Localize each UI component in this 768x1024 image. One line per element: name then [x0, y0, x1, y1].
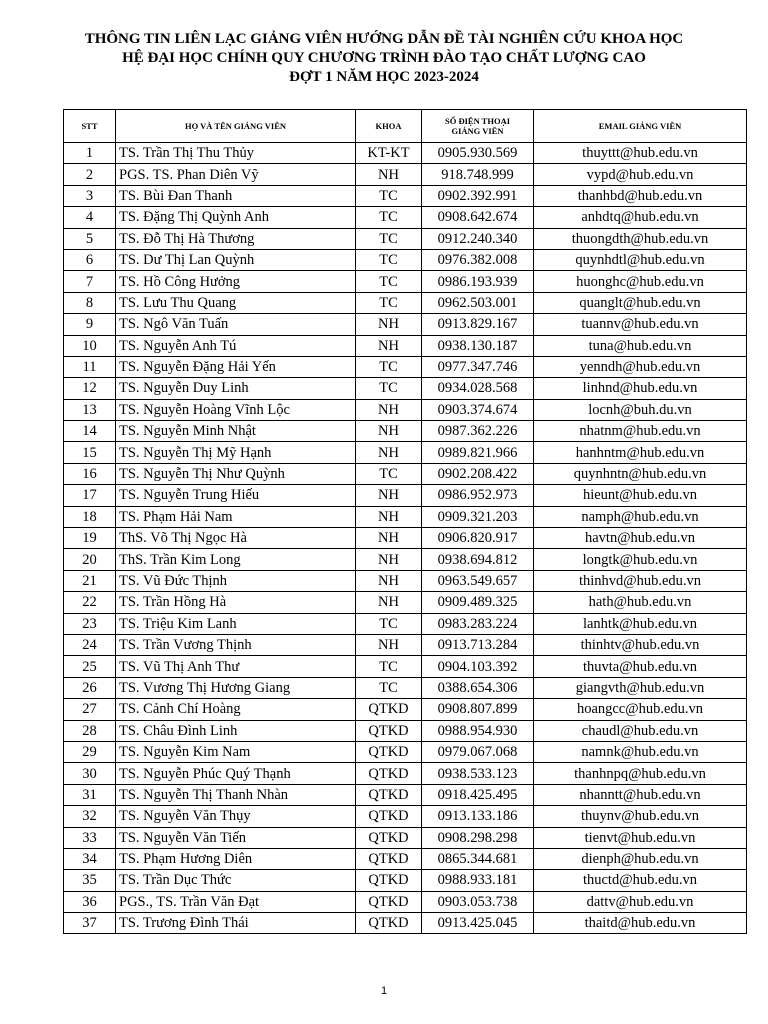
cell-lecturer-name: TS. Trương Đình Thái — [116, 913, 356, 934]
cell-faculty: QTKD — [356, 848, 422, 869]
cell-lecturer-name: TS. Vũ Thị Anh Thư — [116, 656, 356, 677]
cell-stt: 19 — [64, 528, 116, 549]
cell-lecturer-name: TS. Đỗ Thị Hà Thương — [116, 228, 356, 249]
col-header-email: EMAIL GIẢNG VIÊN — [534, 110, 747, 143]
cell-lecturer-name: TS. Dư Thị Lan Quỳnh — [116, 249, 356, 270]
cell-faculty: QTKD — [356, 699, 422, 720]
cell-phone: 0913.829.167 — [422, 314, 534, 335]
cell-phone: 0962.503.001 — [422, 292, 534, 313]
cell-stt: 37 — [64, 913, 116, 934]
cell-faculty: TC — [356, 656, 422, 677]
cell-lecturer-name: TS. Lưu Thu Quang — [116, 292, 356, 313]
col-header-stt: STT — [64, 110, 116, 143]
cell-phone: 0902.208.422 — [422, 463, 534, 484]
cell-email: nhanntt@hub.edu.vn — [534, 784, 747, 805]
cell-phone: 0988.933.181 — [422, 870, 534, 891]
cell-phone: 0976.382.008 — [422, 249, 534, 270]
cell-email: thuongdth@hub.edu.vn — [534, 228, 747, 249]
cell-lecturer-name: TS. Ngô Văn Tuấn — [116, 314, 356, 335]
cell-faculty: KT-KT — [356, 143, 422, 164]
cell-faculty: QTKD — [356, 763, 422, 784]
cell-faculty: TC — [356, 249, 422, 270]
page-number: 1 — [380, 985, 388, 997]
cell-email: namnk@hub.edu.vn — [534, 741, 747, 762]
cell-stt: 9 — [64, 314, 116, 335]
table-row — [64, 399, 747, 420]
cell-stt: 25 — [64, 656, 116, 677]
cell-email: tuna@hub.edu.vn — [534, 335, 747, 356]
title-line-2: HỆ ĐẠI HỌC CHÍNH QUY CHƯƠNG TRÌNH ĐÀO TẠO CHẤT LƯỢNG CAO — [122, 50, 646, 66]
cell-stt: 31 — [64, 784, 116, 805]
cell-email: hath@hub.edu.vn — [534, 592, 747, 613]
cell-faculty: NH — [356, 634, 422, 655]
cell-faculty: TC — [356, 185, 422, 206]
cell-lecturer-name: TS. Trần Vương Thịnh — [116, 634, 356, 655]
cell-stt: 20 — [64, 549, 116, 570]
cell-phone: 0908.298.298 — [422, 827, 534, 848]
table-row — [64, 891, 747, 912]
table-row — [64, 506, 747, 527]
cell-faculty: NH — [356, 335, 422, 356]
cell-phone: 0905.930.569 — [422, 143, 534, 164]
cell-phone: 0865.344.681 — [422, 848, 534, 869]
cell-faculty: NH — [356, 442, 422, 463]
cell-phone: 918.748.999 — [422, 164, 534, 185]
cell-phone: 0963.549.657 — [422, 570, 534, 591]
table-row — [64, 570, 747, 591]
cell-email: thuynv@hub.edu.vn — [534, 806, 747, 827]
cell-email: hanhntm@hub.edu.vn — [534, 442, 747, 463]
cell-email: vypd@hub.edu.vn — [534, 164, 747, 185]
cell-stt: 33 — [64, 827, 116, 848]
table-row — [64, 356, 747, 377]
cell-faculty: NH — [356, 592, 422, 613]
cell-email: nhatnm@hub.edu.vn — [534, 421, 747, 442]
cell-stt: 12 — [64, 378, 116, 399]
table-row — [64, 485, 747, 506]
cell-email: quynhntn@hub.edu.vn — [534, 463, 747, 484]
cell-lecturer-name: TS. Bùi Đan Thanh — [116, 185, 356, 206]
table-row — [64, 870, 747, 891]
cell-phone: 0918.425.495 — [422, 784, 534, 805]
cell-email: thuctd@hub.edu.vn — [534, 870, 747, 891]
cell-lecturer-name: TS. Nguyễn Văn Thụy — [116, 806, 356, 827]
lecturer-contact-table — [63, 109, 747, 934]
cell-faculty: TC — [356, 207, 422, 228]
cell-email: thaitd@hub.edu.vn — [534, 913, 747, 934]
cell-phone: 0977.347.746 — [422, 356, 534, 377]
cell-lecturer-name: TS. Nguyễn Văn Tiến — [116, 827, 356, 848]
cell-faculty: TC — [356, 463, 422, 484]
table-row — [64, 549, 747, 570]
cell-lecturer-name: TS. Nguyễn Phúc Quý Thạnh — [116, 763, 356, 784]
cell-lecturer-name: TS. Nguyễn Trung Hiếu — [116, 485, 356, 506]
cell-phone: 0987.362.226 — [422, 421, 534, 442]
table-row — [64, 699, 747, 720]
cell-faculty: NH — [356, 164, 422, 185]
cell-phone: 0938.130.187 — [422, 335, 534, 356]
cell-lecturer-name: PGS. TS. Phan Diên Vỹ — [116, 164, 356, 185]
cell-email: giangvth@hub.edu.vn — [534, 677, 747, 698]
table-row — [64, 656, 747, 677]
cell-phone: 0979.067.068 — [422, 741, 534, 762]
cell-phone: 0913.713.284 — [422, 634, 534, 655]
title-line-1: THÔNG TIN LIÊN LẠC GIẢNG VIÊN HƯỚNG DẪN ĐỀ TÀI NGHIÊN CỨU KHOA HỌC — [84, 31, 684, 47]
table-row — [64, 463, 747, 484]
cell-faculty: QTKD — [356, 870, 422, 891]
cell-faculty: QTKD — [356, 784, 422, 805]
table-row — [64, 207, 747, 228]
cell-email: chaudl@hub.edu.vn — [534, 720, 747, 741]
cell-faculty: TC — [356, 271, 422, 292]
cell-faculty: NH — [356, 421, 422, 442]
cell-lecturer-name: TS. Hồ Công Hưởng — [116, 271, 356, 292]
cell-stt: 27 — [64, 699, 116, 720]
cell-phone: 0989.821.966 — [422, 442, 534, 463]
cell-email: hoangcc@hub.edu.vn — [534, 699, 747, 720]
table-row — [64, 335, 747, 356]
cell-stt: 4 — [64, 207, 116, 228]
cell-faculty: QTKD — [356, 913, 422, 934]
cell-faculty: TC — [356, 677, 422, 698]
cell-email: thanhnpq@hub.edu.vn — [534, 763, 747, 784]
cell-lecturer-name: TS. Trần Hồng Hà — [116, 592, 356, 613]
table-row — [64, 806, 747, 827]
cell-lecturer-name: TS. Nguyễn Thị Mỹ Hạnh — [116, 442, 356, 463]
cell-faculty: QTKD — [356, 891, 422, 912]
cell-stt: 3 — [64, 185, 116, 206]
cell-faculty: TC — [356, 378, 422, 399]
cell-lecturer-name: TS. Châu Đình Linh — [116, 720, 356, 741]
cell-faculty: NH — [356, 506, 422, 527]
cell-lecturer-name: TS. Triệu Kim Lanh — [116, 613, 356, 634]
cell-lecturer-name: TS. Nguyễn Thị Thanh Nhàn — [116, 784, 356, 805]
cell-lecturer-name: TS. Nguyễn Thị Như Quỳnh — [116, 463, 356, 484]
col-header-phone — [422, 110, 534, 143]
cell-lecturer-name: TS. Vũ Đức Thịnh — [116, 570, 356, 591]
cell-phone: 0938.533.123 — [422, 763, 534, 784]
table-row — [64, 164, 747, 185]
cell-stt: 8 — [64, 292, 116, 313]
cell-lecturer-name: TS. Đặng Thị Quỳnh Anh — [116, 207, 356, 228]
cell-phone: 0934.028.568 — [422, 378, 534, 399]
table-row — [64, 848, 747, 869]
cell-email: linhnd@hub.edu.vn — [534, 378, 747, 399]
col-header-faculty: KHOA — [356, 110, 422, 143]
col-header-phone-line1: SỐ ĐIỆN THOẠI — [444, 116, 511, 126]
table-row — [64, 314, 747, 335]
cell-stt: 18 — [64, 506, 116, 527]
cell-faculty: QTKD — [356, 741, 422, 762]
cell-phone: 0903.053.738 — [422, 891, 534, 912]
cell-lecturer-name: TS. Trần Dục Thức — [116, 870, 356, 891]
cell-email: havtn@hub.edu.vn — [534, 528, 747, 549]
col-header-phone-line2: GIẢNG VIÊN — [451, 126, 504, 136]
cell-email: thuvta@hub.edu.vn — [534, 656, 747, 677]
cell-phone: 0988.954.930 — [422, 720, 534, 741]
cell-stt: 36 — [64, 891, 116, 912]
cell-stt: 26 — [64, 677, 116, 698]
cell-email: dattv@hub.edu.vn — [534, 891, 747, 912]
cell-phone: 0908.642.674 — [422, 207, 534, 228]
cell-faculty: NH — [356, 485, 422, 506]
cell-phone: 0909.489.325 — [422, 592, 534, 613]
cell-email: thinhtv@hub.edu.vn — [534, 634, 747, 655]
cell-phone: 0983.283.224 — [422, 613, 534, 634]
cell-email: huonghc@hub.edu.vn — [534, 271, 747, 292]
table-row — [64, 720, 747, 741]
table-row — [64, 613, 747, 634]
cell-stt: 13 — [64, 399, 116, 420]
cell-faculty: QTKD — [356, 827, 422, 848]
table-row — [64, 421, 747, 442]
cell-stt: 21 — [64, 570, 116, 591]
cell-phone: 0903.374.674 — [422, 399, 534, 420]
cell-email: thanhbd@hub.edu.vn — [534, 185, 747, 206]
table-row — [64, 913, 747, 934]
cell-email: dienph@hub.edu.vn — [534, 848, 747, 869]
cell-lecturer-name: TS. Trần Thị Thu Thủy — [116, 143, 356, 164]
cell-phone: 0913.133.186 — [422, 806, 534, 827]
cell-email: quynhdtl@hub.edu.vn — [534, 249, 747, 270]
cell-phone: 0913.425.045 — [422, 913, 534, 934]
cell-lecturer-name: TS. Nguyễn Kim Nam — [116, 741, 356, 762]
cell-faculty: NH — [356, 570, 422, 591]
cell-stt: 6 — [64, 249, 116, 270]
cell-phone: 0912.240.340 — [422, 228, 534, 249]
cell-email: tuannv@hub.edu.vn — [534, 314, 747, 335]
cell-lecturer-name: TS. Phạm Hải Nam — [116, 506, 356, 527]
cell-faculty: NH — [356, 314, 422, 335]
table-row — [64, 741, 747, 762]
cell-stt: 2 — [64, 164, 116, 185]
cell-stt: 15 — [64, 442, 116, 463]
cell-email: namph@hub.edu.vn — [534, 506, 747, 527]
table-row — [64, 143, 747, 164]
table-row — [64, 528, 747, 549]
cell-stt: 7 — [64, 271, 116, 292]
cell-phone: 0902.392.991 — [422, 185, 534, 206]
table-row — [64, 827, 747, 848]
cell-stt: 28 — [64, 720, 116, 741]
cell-stt: 30 — [64, 763, 116, 784]
cell-stt: 23 — [64, 613, 116, 634]
cell-email: thinhvd@hub.edu.vn — [534, 570, 747, 591]
cell-faculty: NH — [356, 528, 422, 549]
table-row — [64, 185, 747, 206]
table-row — [64, 378, 747, 399]
cell-stt: 1 — [64, 143, 116, 164]
cell-stt: 22 — [64, 592, 116, 613]
cell-faculty: QTKD — [356, 720, 422, 741]
cell-lecturer-name: ThS. Trần Kim Long — [116, 549, 356, 570]
cell-stt: 35 — [64, 870, 116, 891]
cell-phone: 0908.807.899 — [422, 699, 534, 720]
cell-lecturer-name: TS. Nguyễn Duy Linh — [116, 378, 356, 399]
cell-phone: 0904.103.392 — [422, 656, 534, 677]
cell-lecturer-name: PGS., TS. Trần Văn Đạt — [116, 891, 356, 912]
cell-faculty: TC — [356, 356, 422, 377]
cell-stt: 10 — [64, 335, 116, 356]
cell-email: lanhtk@hub.edu.vn — [534, 613, 747, 634]
cell-stt: 16 — [64, 463, 116, 484]
cell-phone: 0986.193.939 — [422, 271, 534, 292]
table-row — [64, 292, 747, 313]
cell-email: quanglt@hub.edu.vn — [534, 292, 747, 313]
table-row — [64, 592, 747, 613]
table-row — [64, 442, 747, 463]
cell-stt: 17 — [64, 485, 116, 506]
cell-stt: 34 — [64, 848, 116, 869]
cell-email: longtk@hub.edu.vn — [534, 549, 747, 570]
cell-faculty: NH — [356, 399, 422, 420]
table-body — [64, 143, 747, 934]
table-row — [64, 784, 747, 805]
cell-lecturer-name: TS. Nguyễn Minh Nhật — [116, 421, 356, 442]
title-line-3: ĐỢT 1 NĂM HỌC 2023-2024 — [289, 69, 479, 85]
table-row — [64, 249, 747, 270]
cell-faculty: QTKD — [356, 806, 422, 827]
cell-email: thuyttt@hub.edu.vn — [534, 143, 747, 164]
cell-email: anhdtq@hub.edu.vn — [534, 207, 747, 228]
cell-email: yenndh@hub.edu.vn — [534, 356, 747, 377]
cell-phone: 0909.321.203 — [422, 506, 534, 527]
cell-phone: 0938.694.812 — [422, 549, 534, 570]
cell-stt: 24 — [64, 634, 116, 655]
cell-stt: 5 — [64, 228, 116, 249]
cell-lecturer-name: TS. Phạm Hương Diên — [116, 848, 356, 869]
cell-phone: 0388.654.306 — [422, 677, 534, 698]
cell-faculty: NH — [356, 549, 422, 570]
cell-faculty: TC — [356, 613, 422, 634]
cell-lecturer-name: ThS. Võ Thị Ngọc Hà — [116, 528, 356, 549]
table-row — [64, 634, 747, 655]
cell-stt: 29 — [64, 741, 116, 762]
table-row — [64, 677, 747, 698]
cell-faculty: TC — [356, 228, 422, 249]
table-header-row — [64, 110, 747, 143]
col-header-name: HỌ VÀ TÊN GIẢNG VIÊN — [116, 110, 356, 143]
table-row — [64, 271, 747, 292]
cell-email: hieunt@hub.edu.vn — [534, 485, 747, 506]
table-row — [64, 228, 747, 249]
cell-phone: 0986.952.973 — [422, 485, 534, 506]
cell-email: tienvt@hub.edu.vn — [534, 827, 747, 848]
cell-stt: 14 — [64, 421, 116, 442]
cell-lecturer-name: TS. Nguyễn Đặng Hải Yến — [116, 356, 356, 377]
cell-lecturer-name: TS. Cảnh Chí Hoàng — [116, 699, 356, 720]
cell-lecturer-name: TS. Nguyễn Hoàng Vĩnh Lộc — [116, 399, 356, 420]
cell-faculty: TC — [356, 292, 422, 313]
cell-lecturer-name: TS. Nguyễn Anh Tú — [116, 335, 356, 356]
cell-lecturer-name: TS. Vương Thị Hương Giang — [116, 677, 356, 698]
cell-phone: 0906.820.917 — [422, 528, 534, 549]
cell-stt: 11 — [64, 356, 116, 377]
document-header — [0, 30, 768, 87]
cell-stt: 32 — [64, 806, 116, 827]
cell-email: locnh@buh.du.vn — [534, 399, 747, 420]
table-row — [64, 763, 747, 784]
